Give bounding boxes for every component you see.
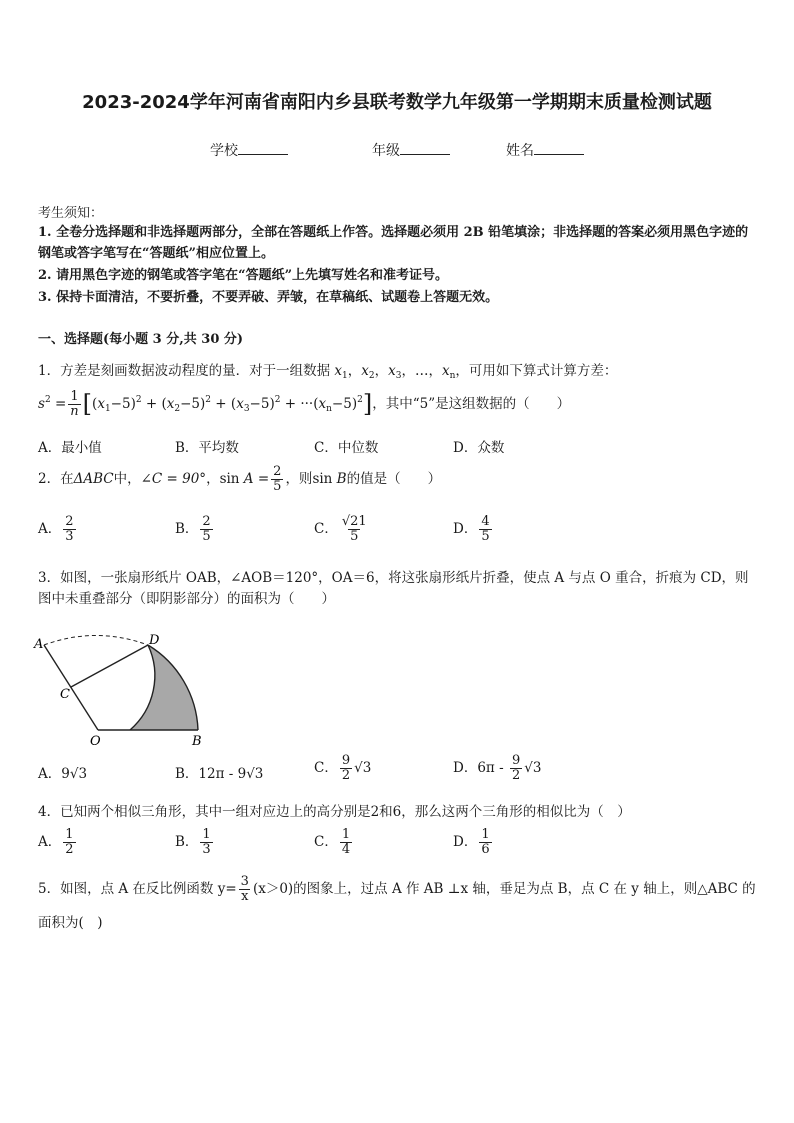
question-1: 1．方差是刻画数据波动程度的量．对于一组数据 $x_1$，$x_2$，$x_3$，…，$x_n$，可用如下算式计算方差： [38,363,618,381]
q3-option-d[interactable]: D．6π - $\frac{9}{2}$ √3 [453,753,542,783]
segment-ao [44,645,98,730]
sector-diagram [30,630,215,750]
q1-option-b[interactable]: B．平均数 [175,440,239,456]
question-2: 2．在ΔABC中，∠C = 90°，sin A = $\frac{2}{5}$ ，则sin B的值是（ ） [38,464,442,494]
question-3: 3．如图，一张扇形纸片 OAB，∠AOB＝120°，OA＝6，将这张扇形纸片折叠，使点 A 与点 O 重合，折痕为 CD，则图中未重叠部分（即阴影部分）的面积为（ ） [38,570,749,607]
arc-ad-dashed [44,636,148,646]
q2-option-a[interactable]: A． $\frac{2}{3}$ [38,514,74,544]
question-4: 4．已知两个相似三角形，其中一组对应边上的高分别是2和6，那么这两个三角形的相似比为（ ） [38,804,631,820]
question-5: 5．如图，点 A 在反比例函数 y= $\frac{3}{x}$ (x＞0)的图象上，过点 A 作 AB ⊥x 轴，垂足为点 B，点 C 在 y 轴上，则△ABC 的面积为( ) [38,874,756,931]
q1-option-a[interactable]: A．最小值 [38,440,102,456]
label-b: B [192,734,202,749]
q2-option-c[interactable]: C． $\frac{√21}{5}$ [314,514,367,544]
segment-cd [71,645,148,687]
notice-item-1: 1. 全卷分选择题和非选择题两部分，全部在答题纸上作答。选择题必须用 2B 铅笔填涂；非选择题的答案必须用黑色字迹的钢笔或答字笔写在“答题纸”相应位置上。 [38,225,749,261]
q3-option-b[interactable]: B．12π - 9√3 [175,766,264,782]
label-o: O [90,734,101,749]
school-label: 学校 [210,143,238,159]
q2-option-d[interactable]: D． $\frac{4}{5}$ [453,514,490,544]
name-field[interactable] [506,140,584,160]
section-heading: 一、选择题(每小题 3 分,共 30 分) [38,332,244,347]
grade-label: 年级 [372,143,400,159]
label-d: D [149,633,160,648]
q3-option-c[interactable]: C． $\frac{9}{2}$ √3 [314,753,372,783]
notice-heading: 考生须知： [38,206,104,221]
name-label: 姓名 [506,143,534,159]
school-field[interactable] [210,140,288,160]
label-a: A [34,637,44,652]
notice-item-3: 3. 保持卡面清洁，不要折叠，不要弄破、弄皱，在草稿纸、试题卷上答题无效。 [38,290,499,305]
question-1-formula: $s^2$ = $\frac{1}{n}$ $[(x_1-5)^2 + (x_2-5)^2 + (x_3-5)^2 + \cdot\cdot\cdot(x_n-5)^2]$，其中“5”是这组数据的（ ） [38,389,571,419]
label-c: C [60,687,70,702]
q1-option-c[interactable]: C．中位数 [314,440,379,456]
q2-option-b[interactable]: B． $\frac{2}{5}$ [175,514,211,544]
q1-option-d[interactable]: D．众数 [453,440,505,456]
q4-option-c[interactable]: C． $\frac{1}{4}$ [314,827,351,857]
notice-item-2: 2. 请用黑色字迹的钢笔或答字笔在“答题纸”上先填写姓名和准考证号。 [38,268,449,283]
page-title: 2023-2024学年河南省南阳内乡县联考数学九年级第一学期期末质量检测试题 [82,92,712,113]
q4-option-a[interactable]: A． $\frac{1}{2}$ [38,827,74,857]
q4-option-d[interactable]: D． $\frac{1}{6}$ [453,827,490,857]
grade-field[interactable] [372,140,450,160]
q3-option-a[interactable]: A．9√3 [38,766,88,782]
q4-option-b[interactable]: B． $\frac{1}{3}$ [175,827,211,857]
